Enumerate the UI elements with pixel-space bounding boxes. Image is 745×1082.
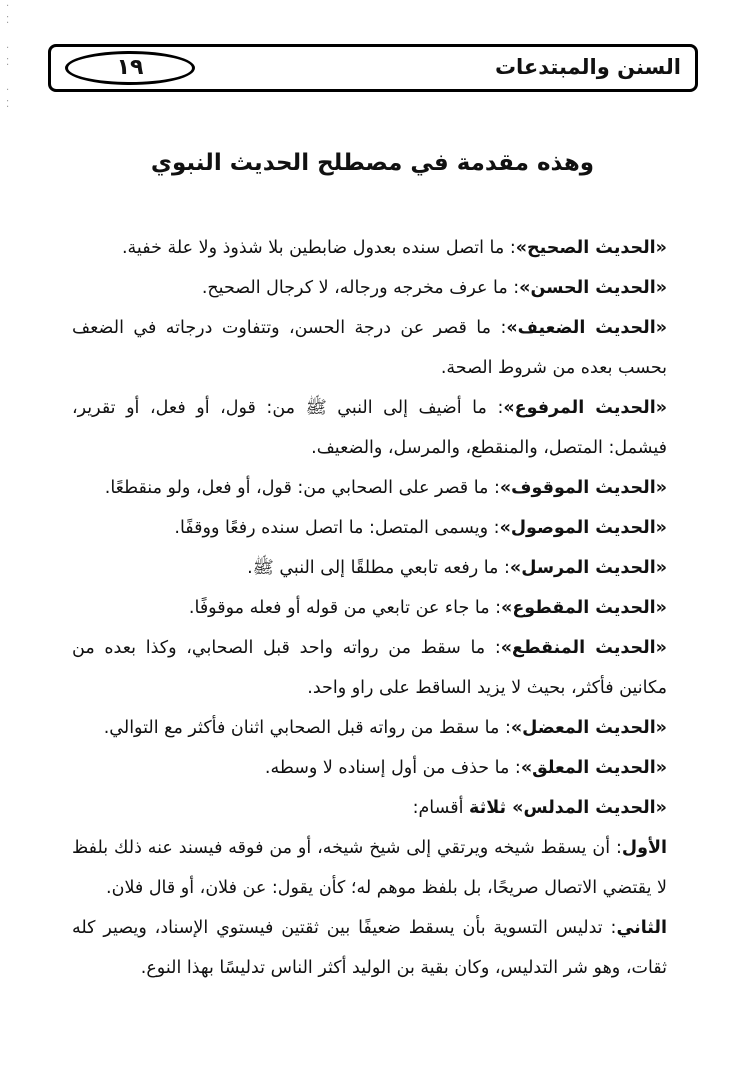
paragraph-marfu — [72, 388, 687, 468]
paragraph-munqati — [72, 628, 687, 708]
paragraph-mudal — [72, 708, 687, 748]
paragraph-second-type — [72, 908, 687, 988]
paragraph-maqtu — [72, 588, 687, 628]
paragraph-mawquf — [72, 468, 687, 508]
paragraph-daif — [72, 308, 687, 388]
term: «الحديث الصحيح» — [515, 238, 667, 258]
paragraph-mawsul — [72, 508, 687, 548]
term: «الحديث المنقطع» — [500, 638, 667, 658]
page-number: ١٩ — [65, 51, 195, 85]
term: «الحديث المقطوع» — [501, 598, 667, 618]
paragraph-hasan — [72, 268, 687, 308]
section-title: وهذه مقدمة في مصطلح الحديث النبوي — [150, 150, 595, 176]
term: «الحديث المعضل» — [510, 718, 667, 738]
definition: : ما حذف من أول إسناده لا وسطه. — [264, 758, 521, 778]
body-text — [72, 228, 687, 988]
term: «الحديث الضعيف» — [506, 318, 667, 338]
page-header — [48, 44, 698, 92]
term: «الحديث الموصول» — [499, 518, 667, 538]
definition: : ما رفعه تابعي مطلقًا إلى النبي ﷺ. — [247, 558, 510, 578]
definition: : ما قصر على الصحابي من: قول، أو فعل، ولو منقطعًا. — [104, 478, 500, 498]
paragraph-sahih — [72, 228, 687, 268]
definition: : ما اتصل سنده بعدول ضابطين بلا شذوذ ولا علة خفية. — [121, 238, 516, 258]
term: الثاني — [616, 918, 667, 938]
scan-specks: · ⁚ · ⁚ · ⁚ — [6, 1, 10, 110]
book-title: السنن والمبتدعات — [494, 55, 681, 79]
definition: : ما قصر عن درجة الحسن، وتتفاوت درجاته في الضعف بحسب بعده من شروط الصحة. — [72, 318, 667, 378]
term: «الحديث المعلق» — [520, 758, 667, 778]
term: «الحديث الحسن» — [519, 278, 667, 298]
paragraph-mudallas — [72, 788, 687, 828]
definition: : ما أضيف إلى النبي ﷺ من: قول، أو فعل، أو تقرير، فيشمل: المتصل، والمنقطع، والمرسل، والضعيف. — [72, 398, 667, 458]
term: «الحديث المدلس» ثلاثة — [469, 798, 667, 818]
definition: : ما سقط من رواته واحد قبل الصحابي، وكذا بعده من مكانين فأكثر، بحيث لا يزيد الساقط على راو واحد. — [72, 638, 667, 698]
definition: : ما سقط من رواته قبل الصحابي اثنان فأكثر مع التوالي. — [103, 718, 511, 738]
definition: : تدليس التسوية بأن يسقط ضعيفًا بين ثقتين فيستوي الإسناد، ويصير كله ثقات، وهو شر التدليس، وكان بقية بن الوليد أكثر الناس تدليسًا بهذا النوع. — [72, 918, 667, 978]
definition: : ما عرف مخرجه ورجاله، لا كرجال الصحيح. — [201, 278, 520, 298]
definition: : ويسمى المتصل: ما اتصل سنده رفعًا ووقفًا. — [174, 518, 500, 538]
term: الأول — [621, 838, 667, 858]
definition: أقسام: — [412, 798, 470, 818]
paragraph-first-type — [72, 828, 687, 908]
term: «الحديث الموقوف» — [499, 478, 667, 498]
term: «الحديث المرسل» — [509, 558, 667, 578]
definition: : ما جاء عن تابعي من قوله أو فعله موقوفًا. — [188, 598, 502, 618]
term: «الحديث المرفوع» — [503, 398, 667, 418]
paragraph-muallaq — [72, 748, 687, 788]
paragraph-mursal — [72, 548, 687, 588]
definition: : أن يسقط شيخه ويرتقي إلى شيخ شيخه، أو من فوقه فيسند عنه ذلك بلفظ لا يقتضي الاتصال صريحًا، بل بلفظ موهم له؛ كأن يقول: عن فلان، أو قال فلان. — [72, 838, 667, 898]
